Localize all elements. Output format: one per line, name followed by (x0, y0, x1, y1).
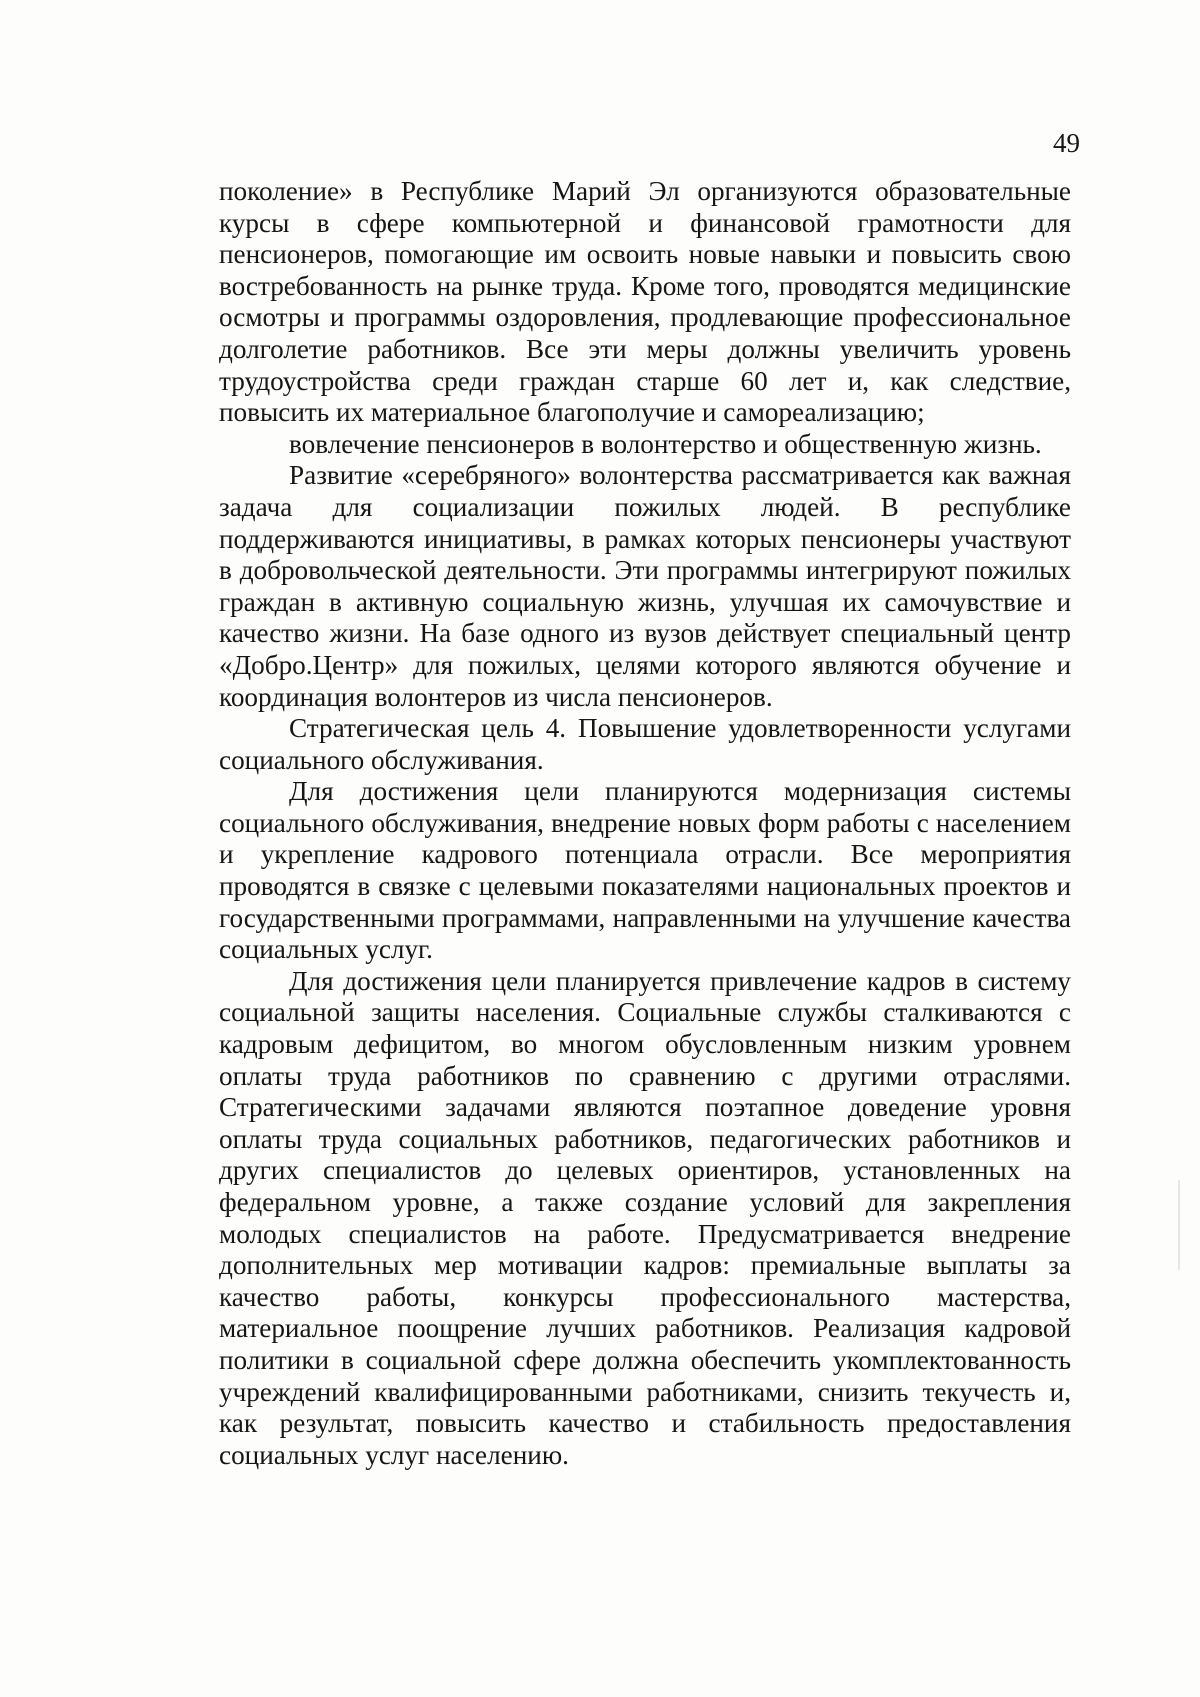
paragraph-goal-measures: Для достижения цели планируются модернизация системы социального обслуживания, внедрение новых форм работы с населением и укрепление кадрового потенциала отрасли. Все мероприятия проводятся в связке с целевыми показателями национальных проектов и государственными программами, направленными на улучшение качества социальных услуг. (219, 776, 1071, 965)
paragraph-strategic-goal-4: Стратегическая цель 4. Повышение удовлетворенности услугами социального обслуживания. (219, 713, 1071, 775)
page-number: 49 (1053, 128, 1080, 158)
paragraph-continuation: поколение» в Республике Марий Эл организуются образовательные курсы в сфере компьютерной и финансовой грамотности для пенсионеров, помогающие им освоить новые навыки и повысить свою востребованность на рынке труда. Кроме того, проводятся медицинские осмотры и программы оздоровления, продлевающие профессиональное долголетие работников. Все эти меры должны увеличить уровень трудоустройства среди граждан старше 60 лет и, как следствие, повысить их материальное благополучие и самореализацию; (219, 176, 1071, 428)
body-text (219, 176, 1071, 1471)
paragraph-silver-volunteering: Развитие «серебряного» волонтерства рассматривается как важная задача для социализации пожилых людей. В республике поддерживаются инициативы, в рамках которых пенсионеры участвуют в добровольческой деятельности. Эти программы интегрируют пожилых граждан в активную социальную жизнь, улучшая их самочувствие и качество жизни. На базе одного из вузов действует специальный центр «Добро.Центр» для пожилых, целями которого являются обучение и координация волонтеров из числа пенсионеров. (219, 460, 1071, 712)
paragraph-volunteering-item: вовлечение пенсионеров в волонтерство и общественную жизнь. (289, 428, 1042, 459)
scan-artifact (1178, 1180, 1180, 1270)
paragraph-staffing: Для достижения цели планируется привлечение кадров в систему социальной защиты населения. Социальные службы сталкиваются с кадровым дефицитом, во многом обусловленным низким уровнем оплаты труда работников по сравнению с другими отраслями. Стратегическими задачами являются поэтапное доведение уровня оплаты труда социальных работников, педагогических работников и других специалистов до целевых ориентиров, установленных на федеральном уровне, а также создание условий для закрепления молодых специалистов на работе. Предусматривается внедрение дополнительных мер мотивации кадров: премиальные выплаты за качество работы, конкурсы профессионального мастерства, материальное поощрение лучших работников. Реализация кадровой политики в социальной сфере должна обеспечить укомплектованность учреждений квалифицированными работниками, снизить текучесть и, как результат, повысить качество и стабильность предоставления социальных услуг населению. (219, 965, 1071, 1470)
